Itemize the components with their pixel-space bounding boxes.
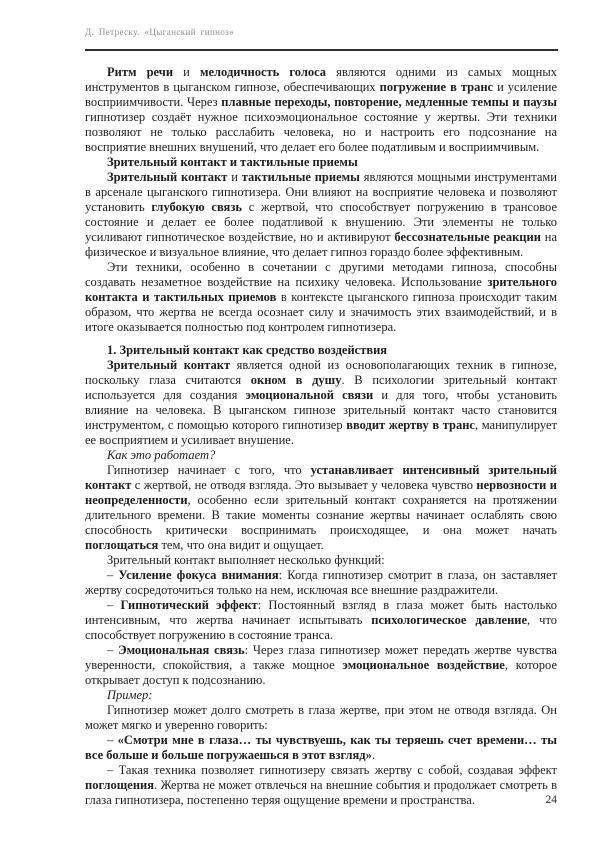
paragraph: Зрительный контакт выполняет несколько функций: xyxy=(107,553,385,567)
paragraph: Зрительный контакт является одной из основополагающих техник в гипнозе, поскольку глаза считаются окном в душу. В психологии зрительный контакт используется для создания эмоциональной связи и для того, чтобы установить влияние на человека. В цыганском гипнозе зрительный контакт часто становится инструментом, с помощью которого гипнотизер вводит жертву в транс, манипулирует ее восприятием и усиливает внушение. xyxy=(85,358,558,447)
body-text xyxy=(85,65,557,808)
list-item: – Гипнотический эффект: Постоянный взгляд в глаза может быть настолько интенсивным, что жертва начинает испытывать психологическое давление, что способствует погружению в состояние транса. xyxy=(85,598,558,642)
subsection-heading: 1. Зрительный контакт как средство воздействия xyxy=(107,343,388,357)
quote-paragraph: – «Смотри мне в глаза… ты чувствуешь, как ты теряешь счет времени… ты все больше и больше погружаешься в этот взгляд». xyxy=(85,733,557,762)
italic-lead: Пример: xyxy=(107,688,153,702)
italic-lead: Как это работает? xyxy=(107,448,216,462)
paragraph: Гипнотизер начинает с того, что устанавливает интенсивный зрительный контакт с жертвой, не отводя взгляда. Это вызывает у человека чувство нервозности и неопределенности, особенно если зрительный контакт сохраняется на протяжении длительного времени. В такие моменты сознание жертвы начинает ослаблять свою способность критически воспринимать происходящее, и она может начать поглощаться тем, что она видит и ощущает. xyxy=(85,463,558,552)
list-item: – Эмоциональная связь: Через глаза гипнотизер может передать жертве чувства уверенности, спокойствия, а также мощное эмоциональное воздействие, которое открывает доступ к подсознанию. xyxy=(85,643,557,687)
header-rule-divider xyxy=(85,49,558,51)
paragraph: Эти техники, особенно в сочетании с другими методами гипноза, способны создавать незаметное воздействие на психику человека. Использование зрительного контакта и тактильных приемов в контексте цыганского гипноза происходит таким образом, что жертва не всегда осознает силу и значимость этих взаимодействий, и в итоге оказывается полностью под контролем гипнотизера. xyxy=(85,260,557,334)
running-header: Д. Петреску. «Цыганский гипноз» xyxy=(85,27,235,37)
paragraph: – Такая техника позволяет гипнотизеру связать жертву с собой, создавая эффект поглощения. Жертва не может отвлечься на внешние события и продолжает смотреть в глаза гипнотизера, постепенно теряя ощущение времени и пространства. xyxy=(85,763,557,807)
paragraph: Зрительный контакт и тактильные приемы являются мощными инструментами в арсенале цыганского гипнотизера. Они влияют на восприятие человека и позволяют установить глубокую связь с жертвой, что способствует погружению в трансовое состояние и делает ее более податливой к внушению. Эти элементы не только усиливают гипнотическое воздействие, но и активируют бессознательные реакции на физическое и визуальное влияние, что делает гипноз гораздо более эффективным. xyxy=(85,170,557,259)
page-number: 24 xyxy=(545,794,557,806)
section-heading: Зрительный контакт и тактильные приемы xyxy=(107,155,358,169)
paragraph: Ритм речи и мелодичность голоса являются одними из самых мощных инструментов в цыганском гипнозе, обеспечивающих погружение в транс и усиление восприимчивости. Через плавные переходы, повторение, медленные темпы и паузы гипнотизер создаёт нужное психоэмоциональное состояние у жертвы. Эти техники позволяют не только расслабить человека, но и настроить его подсознание на восприятие внешних внушений, что делает его более податливым и восприимчивым. xyxy=(85,65,558,154)
paragraph: Гипнотизер может долго смотреть в глаза жертве, при этом не отводя взгляда. Он может мягко и уверенно говорить: xyxy=(85,703,557,732)
list-item: – Усиление фокуса внимания: Когда гипнотизер смотрит в глаза, он заставляет жертву сосредоточиться только на нем, исключая все внешние раздражители. xyxy=(85,568,557,597)
